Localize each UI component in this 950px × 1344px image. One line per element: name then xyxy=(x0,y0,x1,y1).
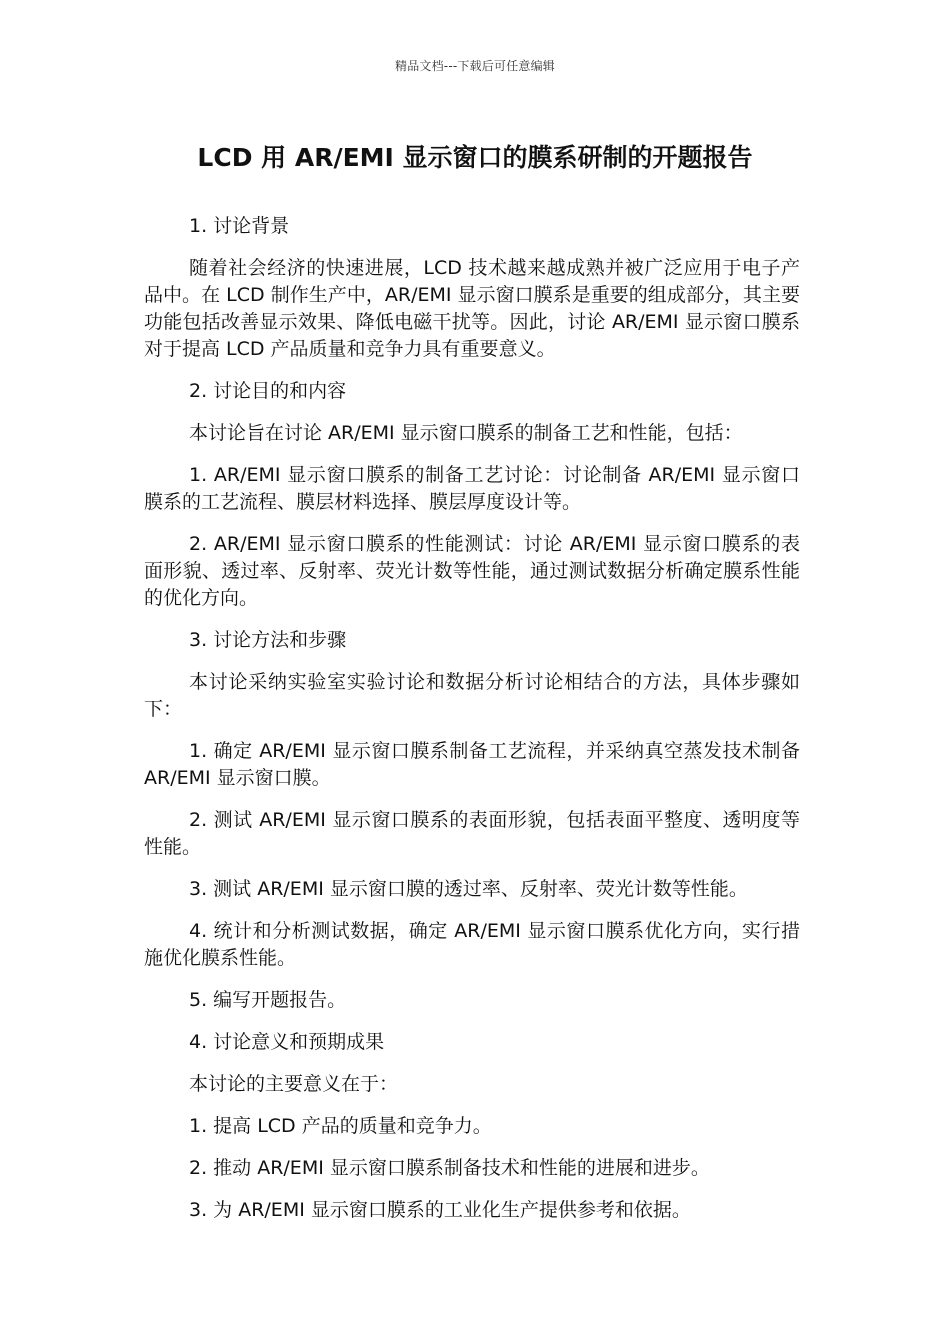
document-title: LCD 用 AR/EMI 显示窗口的膜系研制的开题报告 xyxy=(197,143,753,172)
list-item-significance-3: 3. 为 AR/EMI 显示窗口膜系的工业化生产提供参考和依据。 xyxy=(189,1199,691,1221)
paragraph-background: 随着社会经济的快速进展，LCD 技术越来越成熟并被广泛应用于电子产品中。在 LCD 制作生产中，AR/EMI 显示窗口膜系是重要的组成部分，其主要功能包括改善显示效果、降低电磁干扰等。因此，讨论 AR/EMI 显示窗口膜系对于提高 LCD 产品质量和竞争力具有重要意义。 xyxy=(144,257,800,360)
list-item-purpose-1: 1. AR/EMI 显示窗口膜系的制备工艺讨论：讨论制备 AR/EMI 显示窗口膜系的工艺流程、膜层材料选择、膜层厚度设计等。 xyxy=(144,464,800,513)
paragraph-method-intro: 本讨论采纳实验室实验讨论和数据分析讨论相结合的方法，具体步骤如下： xyxy=(144,671,800,720)
list-item-purpose-2: 2. AR/EMI 显示窗口膜系的性能测试：讨论 AR/EMI 显示窗口膜系的表面形貌、透过率、反射率、荧光计数等性能，通过测试数据分析确定膜系性能的优化方向。 xyxy=(144,533,800,609)
document-body xyxy=(144,213,800,1239)
section-heading-purpose: 2. 讨论目的和内容 xyxy=(189,380,347,402)
section-heading-background: 1. 讨论背景 xyxy=(189,215,290,237)
list-item-method-4: 4. 统计和分析测试数据，确定 AR/EMI 显示窗口膜系优化方向，实行措施优化膜系性能。 xyxy=(144,920,800,969)
list-item-significance-1: 1. 提高 LCD 产品的质量和竞争力。 xyxy=(189,1115,492,1137)
paragraph-significance-intro: 本讨论的主要意义在于： xyxy=(189,1073,399,1095)
section-heading-method: 3. 讨论方法和步骤 xyxy=(189,629,347,651)
section-heading-significance: 4. 讨论意义和预期成果 xyxy=(189,1031,385,1053)
header-note: 精品文档---下载后可任意编辑 xyxy=(395,59,555,73)
list-item-method-1: 1. 确定 AR/EMI 显示窗口膜系制备工艺流程，并采纳真空蒸发技术制备 AR/EMI 显示窗口膜。 xyxy=(144,740,800,789)
list-item-significance-2: 2. 推动 AR/EMI 显示窗口膜系制备技术和性能的进展和进步。 xyxy=(189,1157,710,1179)
paragraph-purpose-intro: 本讨论旨在讨论 AR/EMI 显示窗口膜系的制备工艺和性能，包括： xyxy=(189,422,743,444)
list-item-method-5: 5. 编写开题报告。 xyxy=(189,989,347,1011)
list-item-method-2: 2. 测试 AR/EMI 显示窗口膜系的表面形貌，包括表面平整度、透明度等性能。 xyxy=(144,809,800,858)
list-item-method-3: 3. 测试 AR/EMI 显示窗口膜的透过率、反射率、荧光计数等性能。 xyxy=(189,878,748,900)
